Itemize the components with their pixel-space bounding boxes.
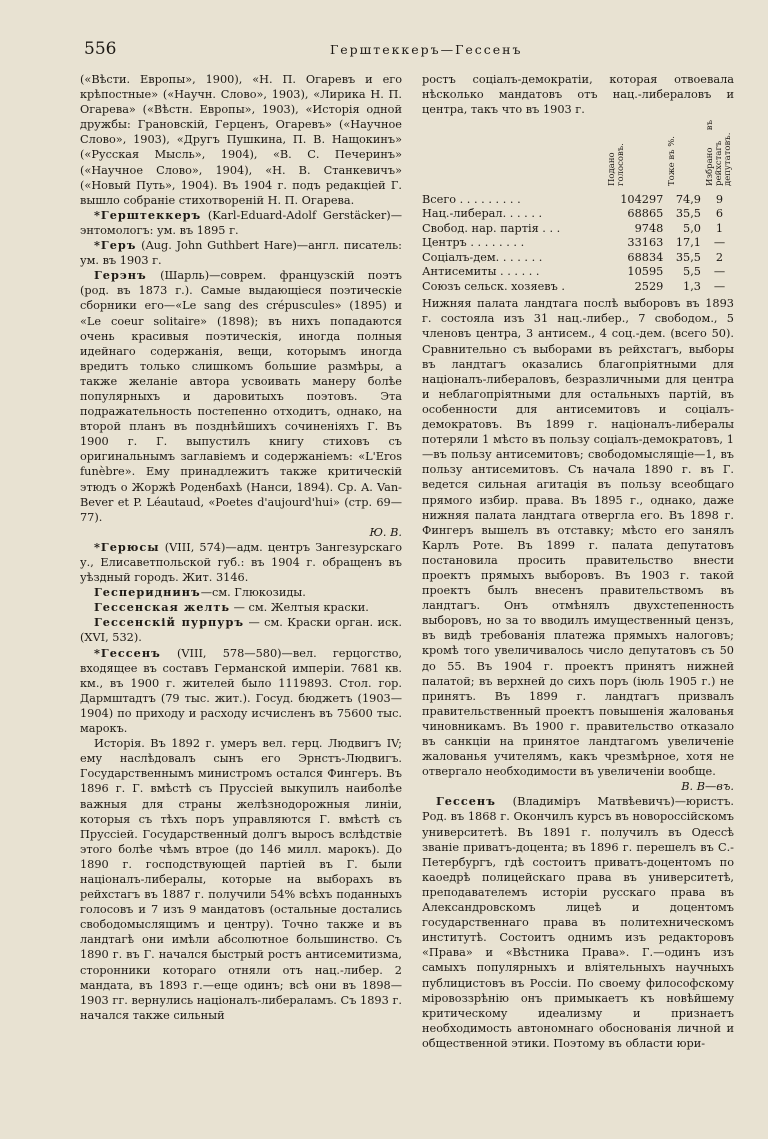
entry-headword: *Геръ [94, 238, 137, 253]
table-cell: Антисемиты . . . . . . [422, 265, 540, 279]
article-entry [80, 600, 402, 615]
table-header: Избрано въ рейхстагъ депутатовъ. [705, 120, 733, 187]
table-cell: — [713, 279, 726, 293]
page-number: 556 [84, 39, 117, 59]
table-cell: Союзъ сельск. хозяевъ . [422, 279, 566, 293]
right-intro-paragraph: ростъ соціалъ-демократіи, которая отвоевала нѣсколько мандатовъ отъ нац.-либераловъ и центра, такъ что въ 1903 г. [422, 73, 734, 117]
entry-text: (VIII, 578—580)—вел. герцогство, входящее въ составъ Германской имперіи. 7681 кв. км., въ 1900 г. жителей было 1119893. Стол. гор. Дармштадтъ (79 тыс. жит.). Госуд. бюджетъ (1903—1904) по приходу и расходу исчисленъ въ 75600 тыс. марокъ. [80, 646, 402, 736]
article-entry [422, 794, 734, 1051]
entry-headword: Гессенскій пурпуръ [94, 615, 245, 630]
entry-headword: *Герштеккеръ [94, 207, 202, 222]
left-column [80, 72, 402, 1023]
table-cell: 5,0 [683, 221, 701, 235]
table-header-row [422, 119, 734, 193]
table-row [422, 207, 734, 222]
entry-headword: Геспериднинъ [94, 585, 201, 600]
entry-text: Исторія. Въ 1892 г. умеръ вел. герц. Людвигъ IV; ему наслѣдовалъ сынъ его Эрнстъ-Людвигъ. Государственнымъ министромъ остался Фингеръ. Въ 1896 г. Г. вмѣстѣ съ Пруссіей выкупилъ наиболѣе важныя для страны желѣзнодорожныя линіи, которыя съ тѣхъ поръ управляются Г. вмѣстѣ съ Пруссіей. Государственный долгъ выросъ вслѣдствіе этого болѣе чѣмъ втрое (до 146 милл. марокъ). До 1890 г. господствующей партіей въ Г. были націоналъ-либералы, которые на выборахъ въ рейхстагъ въ 1887 г. получили 54% всѣхъ поданныхъ голосовъ и 7 изъ 9 мандатовъ (остальные достались свободомыслящимъ и центру). Точно также и въ ландтагѣ они имѣли абсолютное большинство. Съ 1890 г. въ Г. начался быстрый ростъ антисемитизма, сторонники котораго отняли отъ нац.-либер. 2 мандата, въ 1893 г.—еще одинъ; всѣ они въ 1898—1903 гг. вернулись націоналъ-либераламъ. Съ 1893 г. начался также сильный [80, 737, 402, 1022]
table-header: Тоже въ %. [667, 136, 678, 187]
entry-text: — см. Краски орган. иск. (XVI, 532). [80, 616, 402, 645]
table-cell: 74,9 [675, 192, 701, 206]
right-column-articles [422, 296, 734, 1051]
article-entry [80, 540, 402, 585]
entry-text: (Шарль)—соврем. французскій поэтъ (род. въ 1873 г.). Самые выдающіеся поэтическіе сборники его—«Le sang des crépuscules» (1895) и «Le coeur solitaire» (1898); въ нихъ попадаются очень красивыя поэтическія, иногда полныя идейнаго содержанія, вещи, которымъ иногда вредитъ только слишкомъ большие размѣры, а также желаніе автора усвоивать манеру болѣе популярныхъ и даровитыхъ поэтовъ. Эта подражательность постепенно отходитъ, однако, на второй планъ въ позднѣйшихъ сочиненіяхъ Г. Въ 1900 г. Г. выпустилъ книгу стиховъ съ оригинальнымъ заглавіемъ и содержаніемъ: «L'Eros funèbre». Ему принадлежитъ также критическій этюдъ о Жоржѣ Роденбахѣ (Нанси, 1894). Ср. A. Van-Bever et P. Léautaud, «Poetes d'aujourd'hui» (стр. 69—77). [80, 269, 402, 524]
author-signature [422, 779, 734, 794]
right-column [422, 72, 734, 1051]
table-cell: 6 [715, 207, 724, 221]
article-entry [80, 268, 402, 525]
table-cell: 68865 [627, 207, 664, 221]
table-cell: Нац.-либерал. . . . . . [422, 207, 543, 221]
entry-headword: *Герюсы [94, 539, 160, 554]
table-cell: Соціалъ-дем. . . . . . . [422, 250, 543, 264]
entry-text: (Karl-Eduard-Adolf Gerstäcker)—энтомологъ: ум. въ 1895 г. [80, 208, 402, 237]
election-results-table [422, 119, 734, 294]
table-row [422, 222, 734, 237]
table-row [422, 193, 734, 208]
table-cell: 1,3 [683, 279, 701, 293]
table-cell: 1 [715, 221, 724, 235]
entry-headword: Гессенъ [436, 794, 496, 809]
article-entry [80, 585, 402, 600]
table-cell: 68834 [627, 250, 664, 264]
article-paragraph [80, 736, 402, 1023]
entry-text: —см. Глюкозиды. [200, 586, 306, 600]
entry-text: (Aug. John Guthbert Hare)—англ. писатель: ум. въ 1903 г. [80, 239, 402, 268]
article-paragraph [80, 72, 402, 208]
entry-text: («Вѣсти. Европы», 1900), «Н. П. Огаревъ и его крѣпостные» («Научн. Слово», 1903), «Лирика Н. П. Огарева» («Вѣстн. Европы», 1903), «Исторія одной дружбы: Грановскій, Герценъ, Огаревъ» («Научное Слово», 1903), «Другъ Пушкина, П. В. Нащокинъ» («Русская Мысль», 1904), «В. С. Печеринъ» («Научное Слово», 1904), «Н. В. Станкевичъ» («Новый Путь», 1904). Въ 1904 г. подъ редакціей Г. вышло собраніе стихотвореній Н. П. Огарева. [80, 73, 402, 207]
table-cell: 2529 [634, 279, 664, 293]
table-cell: 9 [715, 192, 724, 206]
table-row [422, 280, 734, 295]
entry-text: (VIII, 574)—адм. центръ Зангезурскаго у., Елисаветпольской губ.: въ 1904 г. обращенъ въ уѣздный городъ. Жит. 3146. [80, 540, 402, 585]
article-entry [80, 615, 402, 645]
table-row [422, 251, 734, 266]
article-paragraph [422, 296, 734, 779]
entry-text: В. В—въ. [681, 780, 734, 794]
table-row [422, 265, 734, 280]
entry-headword: *Гессенъ [94, 645, 161, 660]
table-cell: 104297 [620, 192, 664, 206]
table-cell: 35,5 [675, 250, 701, 264]
table-row [422, 236, 734, 251]
article-entry [80, 646, 402, 737]
table-cell: — [713, 265, 726, 279]
table-cell: 5,5 [683, 265, 701, 279]
entry-headword: Герэнъ [94, 268, 147, 283]
table-cell: 35,5 [675, 207, 701, 221]
table-cell: Свобод. нар. партія . . . [422, 221, 561, 235]
table-cell: 33163 [627, 236, 664, 250]
table-cell: Всего . . . . . . . . . [422, 192, 521, 206]
table-cell: 10595 [627, 265, 664, 279]
entry-text: Ю. В. [369, 525, 402, 539]
entry-text: — см. Желтыя краски. [230, 601, 369, 615]
article-entry [80, 208, 402, 238]
table-cell: 2 [715, 250, 724, 264]
running-head: Герштеккеръ—Гессенъ [330, 42, 523, 57]
article-entry [80, 238, 402, 268]
table-cell: 17,1 [675, 236, 701, 250]
table-header: Подано голосовъ. [606, 143, 626, 187]
entry-text: Нижняя палата ландтага послѣ выборовъ въ 1893 г. состояла изъ 31 нац.-либер., 7 свободом., 5 членовъ центра, 3 антисем., 4 соц.-дем. (всего 50). Сравнительно съ выборами въ рейхстагъ, выборы въ ландтагъ оказались благопріятными для націоналъ-либераловъ, безразличными для центра и неблагопріятными для остальныхъ партій, въ особенности для антисемитовъ и соціалъ-демократовъ. Въ 1899 г. націоналъ-либералы потеряли 1 мѣсто въ пользу соціалъ-демократовъ, 1—въ пользу антисемитовъ; свободомыслящіе—1, въ пользу антисемитовъ. Съ начала 1890 г. въ Г. ведется сильная агитація въ пользу всеобщаго прямого избир. права. Въ 1895 г., однако, даже нижняя палата ландтага отвергла его. Въ 1898 г. Фингеръ вышелъ въ отставку; мѣсто его занялъ Карлъ Роте. Въ 1899 г. палата депутатовъ постановила просить правительство внести проектъ прямыхъ выборовъ. Въ 1903 г. такой проектъ былъ внесенъ правительствомъ въ ландтагъ. Онъ отмѣнялъ двухстепенность выборовъ, но за то вводилъ имущественный цензъ, въ видѣ требованія платежа прямыхъ налоговъ; кромѣ того увеличивалось число депутатовъ съ 50 до 55. Въ 1904 г. проектъ принятъ нижней палатой; въ верхней до сихъ поръ (іюль 1905 г.) не принятъ. Въ 1899 г. ландтагъ призвалъ правительственный проектъ повышенія жалованья чиновникамъ. Въ 1900 г. правительство отказало въ санкціи на принятое ландтагомъ увеличеніе жалованья учителямъ, какъ чрезмѣрное, хотя не отвергало необходимости въ увеличеніи вообще. [422, 297, 734, 779]
table-cell: 9748 [634, 221, 664, 235]
entry-headword: Гессенская желть [94, 600, 231, 615]
table-cell: — [713, 236, 726, 250]
entry-text: (Владиміръ Матвѣевичъ)—юристъ. Род. въ 1868 г. Окончилъ курсъ въ новороссійскомъ университетѣ. Въ 1891 г. получилъ въ Одессѣ званіе приватъ-доцента; въ 1896 г. перешелъ въ С.-Петербургъ, гдѣ состоитъ приватъ-доцентомъ по каоедрѣ полицейскаго права въ университетѣ, преподавателемъ исторіи русскаго права въ Александровскомъ лицеѣ и доцентомъ государственнаго права въ политехническомъ институтѣ. Состоитъ однимъ изъ редакторовъ «Права» и «Вѣстника Права». Г.—одинъ изъ самыхъ популярныхъ и вліятельныхъ научныхъ публицистовъ въ Россіи. По своему философскому міровоззрѣнію онъ примыкаетъ къ новѣйшему критическому идеализму и признаетъ необходимость автономнаго обоснованія личной и общественной этики. Поэтому въ области юри- [422, 795, 734, 1050]
table-cell: Центръ . . . . . . . . [422, 236, 525, 250]
author-signature [80, 525, 402, 540]
